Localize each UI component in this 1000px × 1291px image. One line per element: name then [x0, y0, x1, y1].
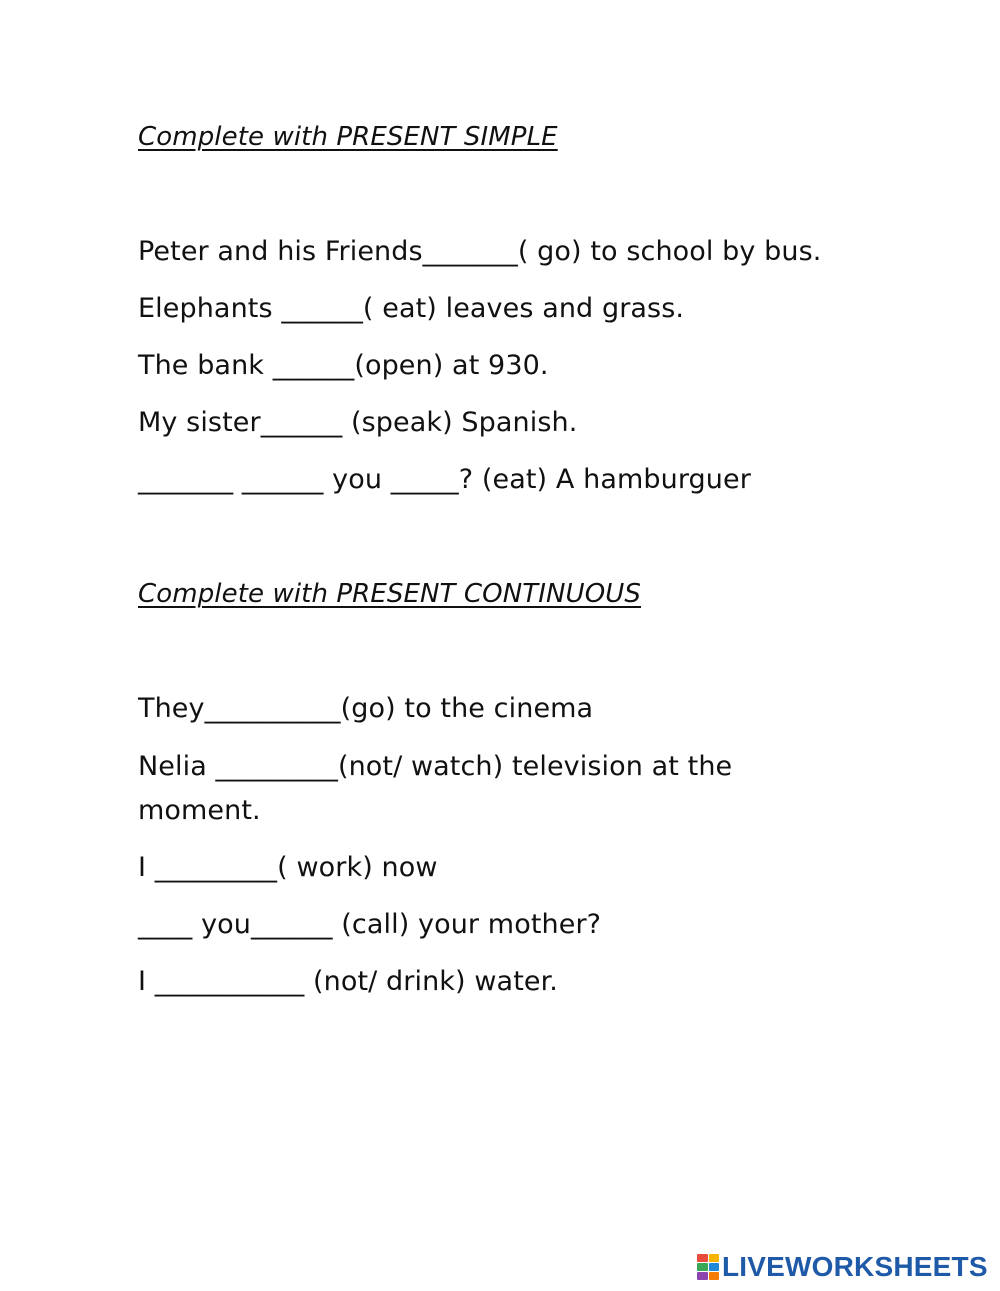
section-heading-present-simple: Complete with PRESENT SIMPLE — [138, 122, 558, 152]
exercise-sentence: I _________( work) now — [138, 852, 438, 883]
logo-block — [709, 1263, 720, 1271]
exercise-sentence: I ___________ (not/ drink) water. — [138, 966, 558, 997]
exercise-sentence: My sister______ (speak) Spanish. — [138, 407, 578, 438]
section-heading-present-continuous: Complete with PRESENT CONTINUOUS — [138, 579, 641, 609]
logo-blocks-icon — [697, 1254, 719, 1280]
exercise-sentence: They__________(go) to the cinema — [138, 693, 594, 724]
exercise-sentence: Elephants ______( eat) leaves and grass. — [138, 293, 685, 324]
exercise-sentence: The bank ______(open) at 930. — [138, 350, 549, 381]
logo-block — [709, 1272, 720, 1280]
logo-block — [709, 1254, 720, 1262]
exercise-sentence: Nelia _________(not/ watch) television at the — [138, 751, 733, 782]
logo-block — [697, 1254, 708, 1262]
liveworksheets-logo — [697, 1252, 988, 1282]
exercise-sentence-continuation: moment. — [138, 795, 261, 826]
exercise-sentence: Peter and his Friends_______( go) to school by bus. — [138, 236, 822, 267]
logo-block — [697, 1263, 708, 1271]
logo-text: LIVEWORKSHEETS — [722, 1251, 988, 1282]
logo-block — [697, 1272, 708, 1280]
exercise-sentence: _______ ______ you _____? (eat) A hamburguer — [138, 464, 751, 495]
exercise-sentence: ____ you______ (call) your mother? — [138, 909, 602, 940]
